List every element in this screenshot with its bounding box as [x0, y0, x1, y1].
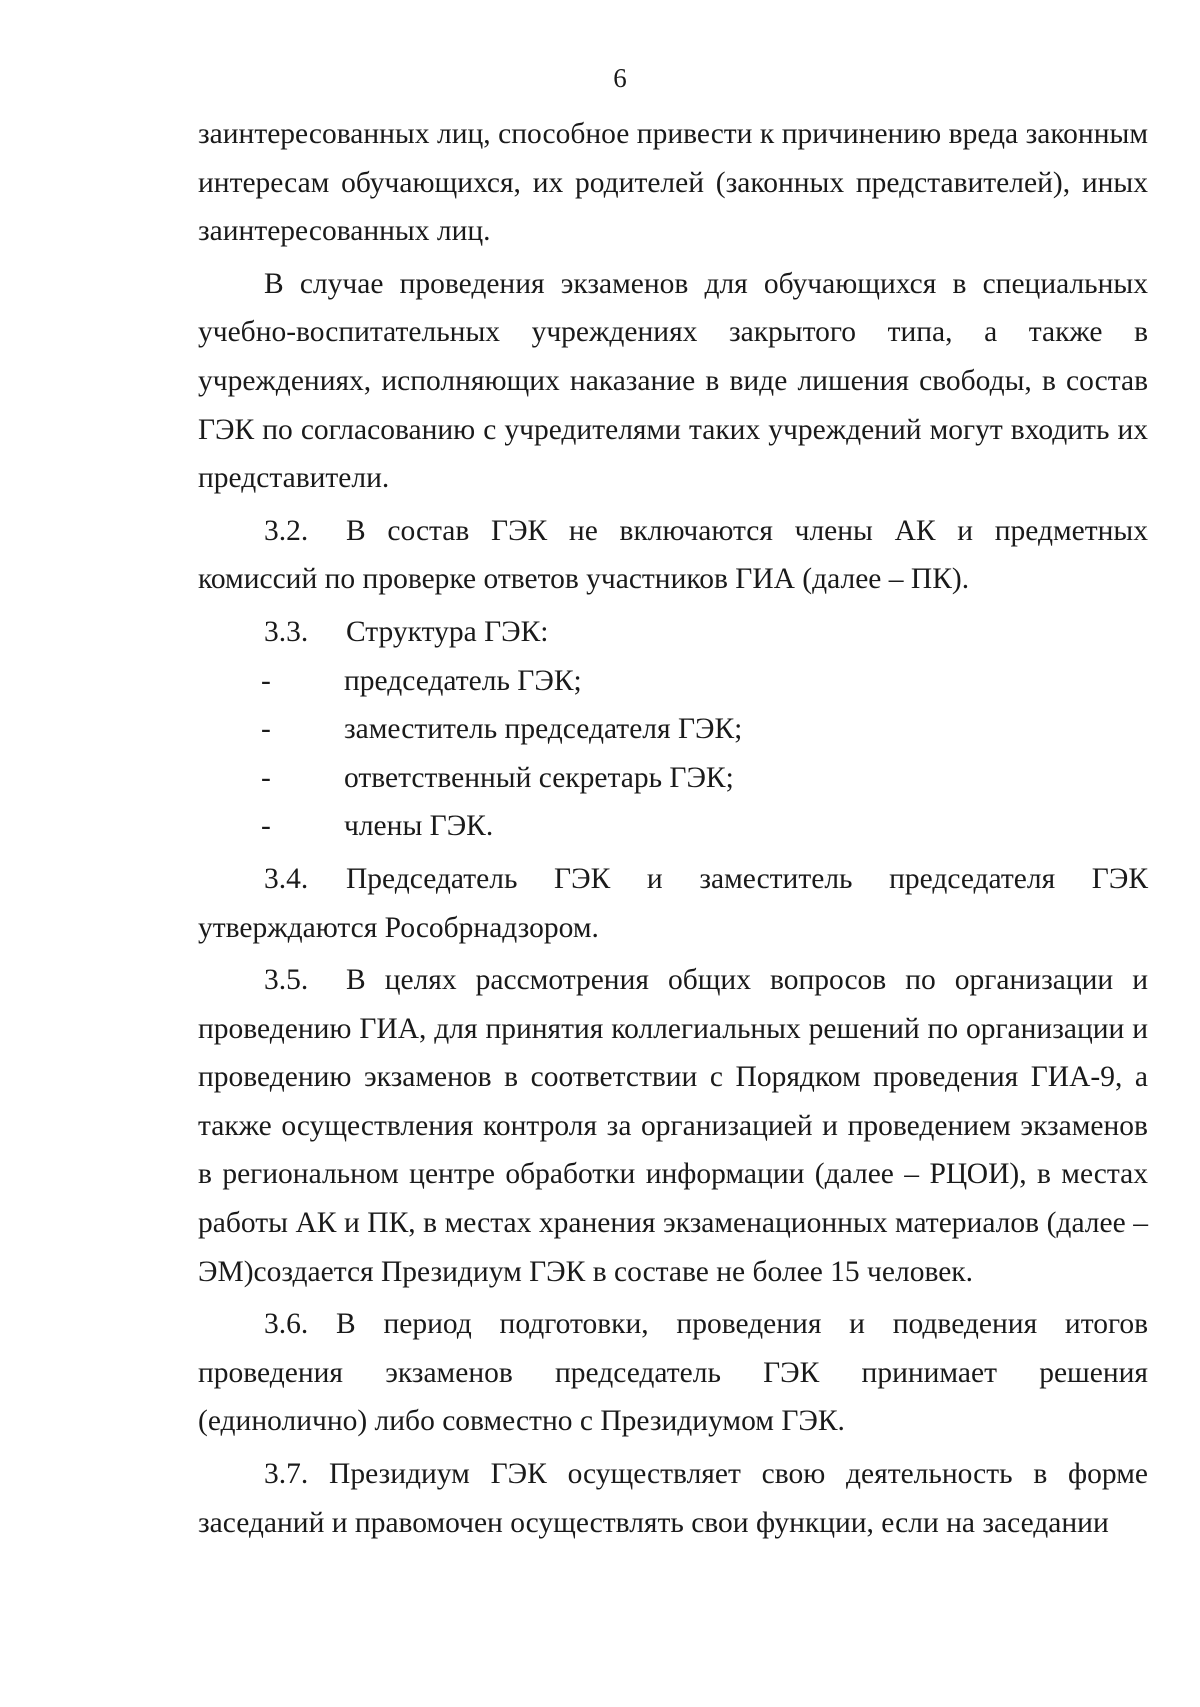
section-number: 3.2. — [264, 514, 309, 547]
section-text: В состав ГЭК не включаются члены АК и предметных комиссий по проверке ответов участников ГИА (далее – ПК). — [198, 514, 1148, 596]
section-3-6: 3.6. В период подготовки, проведения и подведения итогов проведения экзаменов председатель ГЭК принимает решения (единолично) либо совместно с Президиумом ГЭК. — [198, 1308, 1148, 1438]
section-number: 3.3. — [264, 615, 309, 648]
list-dash: - — [261, 761, 271, 794]
list-item — [198, 657, 1148, 706]
list-item-text: заместитель председателя ГЭК; — [344, 713, 743, 746]
paragraph-continuation: заинтересованных лиц, способное привести к причинению вреда законным интересам обучающихся, их родителей (законных представителей), иных заинтересованных лиц. — [198, 118, 1148, 248]
section-3-4 — [198, 855, 1148, 952]
list-item — [198, 754, 1148, 803]
list-dash: - — [261, 810, 271, 843]
section-number: 3.4. — [264, 862, 309, 895]
list-item — [198, 705, 1148, 754]
section-number: 3.5. — [264, 964, 309, 997]
section-3-5 — [198, 956, 1148, 1296]
list-dash: - — [261, 664, 271, 697]
list-item-text: ответственный секретарь ГЭК; — [344, 761, 734, 794]
section-3-2 — [198, 507, 1148, 604]
page-number: 6 — [613, 63, 627, 93]
list-dash: - — [261, 713, 271, 746]
document-body — [198, 110, 1148, 1547]
list-item-text: председатель ГЭК; — [344, 664, 582, 697]
list-item — [198, 802, 1148, 851]
section-text: Структура ГЭК: — [346, 615, 549, 648]
list-item-text: члены ГЭК. — [344, 810, 494, 843]
paragraph-special-institutions: В случае проведения экзаменов для обучающихся в специальных учебно-воспитательных учреждениях закрытого типа, а также в учреждениях, исполняющих наказание в виде лишения свободы, в состав ГЭК по согласованию с учредителями таких учреждений могут входить их представители. — [198, 267, 1148, 495]
section-text: Председатель ГЭК и заместитель председателя ГЭК утверждаются Рособрнадзором. — [198, 862, 1148, 944]
section-text: В целях рассмотрения общих вопросов по организации и проведению ГИА, для принятия коллегиальных решений по организации и проведению экзаменов в соответствии с Порядком проведения ГИА-9, а также осуществления контроля за организацией и проведением экзаменов в региональном центре обработки информации (далее – РЦОИ), в местах работы АК и ПК, в местах хранения экзаменационных материалов (далее – ЭМ)создается Президиум ГЭК в составе не более 15 человек. — [198, 964, 1148, 1288]
section-3-7: 3.7. Президиум ГЭК осуществляет свою деятельность в форме заседаний и правомочен осуществлять свои функции, если на заседании — [198, 1458, 1148, 1539]
section-3-3 — [198, 608, 1148, 657]
